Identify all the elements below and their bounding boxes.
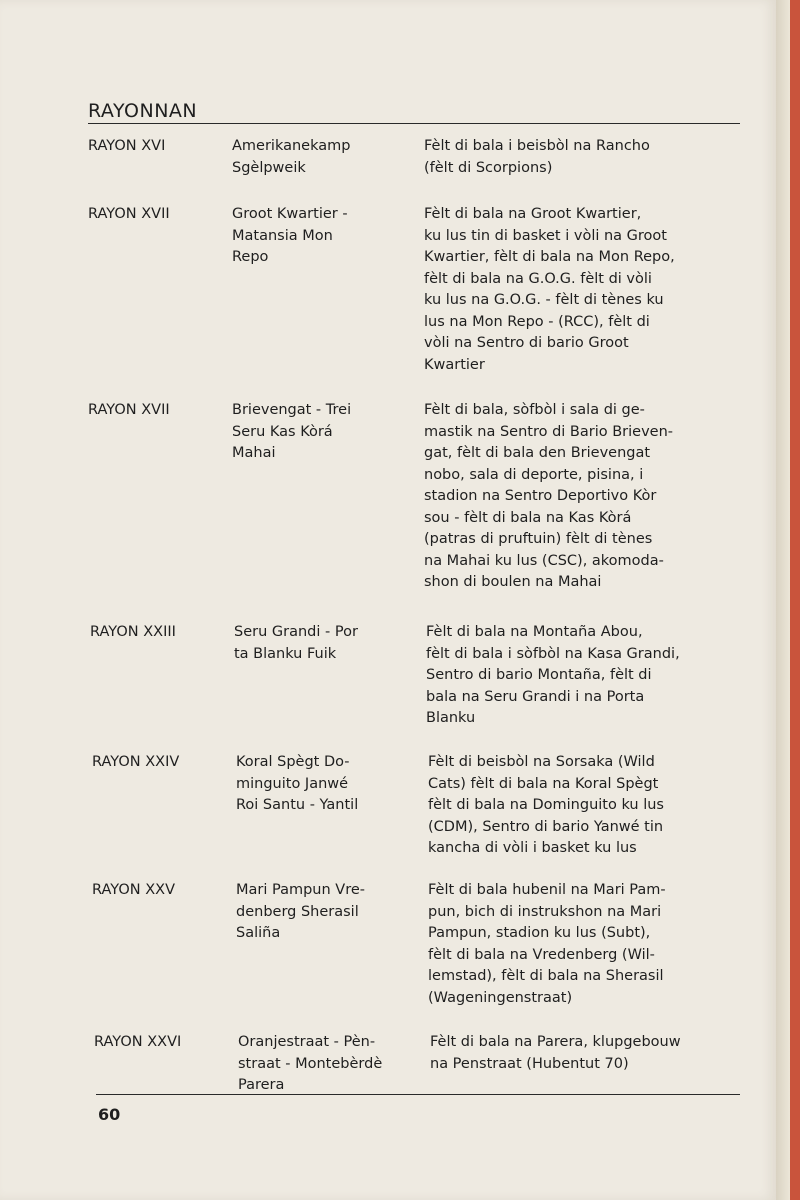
page-number: 60: [98, 1105, 121, 1124]
area-line: Oranjestraat - Pèn-: [238, 1034, 376, 1050]
description-line: Sentro di bario Montaña, fèlt di: [426, 667, 652, 683]
facilities-description: [424, 136, 714, 179]
description-line: shon di boulen na Mahai: [424, 574, 602, 590]
header-rule: [88, 123, 740, 124]
page-title: RAYONNAN: [88, 100, 198, 122]
description-line: bala na Seru Grandi i na Porta: [426, 688, 645, 705]
description-line: sou - fèlt di bala na Kas Kòrá: [424, 509, 632, 526]
area-names: [232, 400, 410, 465]
description-line: Pampun, stadion ku lus (Subt),: [428, 925, 651, 941]
area-line: Repo: [232, 249, 269, 265]
description-line: (CDM), Sentro di bario Yanwé tin: [428, 818, 664, 835]
area-line: Mahai: [232, 445, 276, 461]
description-line: Cats) fèlt di bala na Koral Spègt: [428, 775, 659, 792]
description-line: vòli na Sentro di bario Groot: [424, 335, 629, 351]
area-line: Amerikanekamp: [232, 138, 351, 154]
area-line: straat - Montebèrdè: [238, 1055, 383, 1072]
description-line: (patras di pruftuin) fèlt di tènes: [424, 531, 653, 547]
description-line: Fèlt di bala na Montaña Abou,: [426, 624, 643, 640]
description-line: Fèlt di bala na Groot Kwartier,: [424, 206, 642, 222]
rayon-label: [88, 136, 228, 158]
rayon-label: [92, 752, 232, 774]
cover-edge-band: [790, 0, 800, 1200]
facilities-description: [424, 400, 714, 594]
page-edge: [776, 0, 790, 1200]
area-names: [236, 880, 414, 945]
rayon-label-text: RAYON XVII: [88, 402, 170, 418]
description-line: na Mahai ku lus (CSC), akomoda-: [424, 552, 664, 569]
rayon-label-text: RAYON XVII: [88, 206, 170, 222]
facilities-description: [430, 1032, 720, 1075]
area-names: [238, 1032, 416, 1097]
description-line: stadion na Sentro Deportivo Kòr: [424, 488, 657, 504]
description-line: kancha di vòli i basket ku lus: [428, 840, 637, 856]
description-line: fèlt di bala na G.O.G. fèlt di vòli: [424, 270, 652, 287]
description-line: nobo, sala di deporte, pisina, i: [424, 466, 644, 483]
description-line: Kwartier: [424, 356, 485, 373]
area-line: Sgèlpweik: [232, 159, 306, 176]
area-line: minguito Janwé: [236, 775, 349, 792]
description-line: fèlt di bala na Dominguito ku lus: [428, 797, 664, 813]
description-line: na Penstraat (Hubentut 70): [430, 1055, 629, 1072]
description-line: Fèlt di bala i beisbòl na Rancho: [424, 138, 650, 154]
area-line: Seru Kas Kòrá: [232, 423, 333, 440]
rayon-label: [94, 1032, 234, 1054]
description-line: lemstad), fèlt di bala na Sherasil: [428, 968, 664, 984]
description-line: Fèlt di bala hubenil na Mari Pam-: [428, 882, 666, 898]
description-line: ku lus tin di basket i vòli na Groot: [424, 227, 667, 244]
area-names: [232, 136, 410, 179]
area-names: [232, 204, 410, 269]
area-line: Brievengat - Trei: [232, 402, 352, 418]
area-line: Roi Santu - Yantil: [236, 797, 359, 813]
area-line: Seru Grandi - Por: [234, 624, 358, 640]
description-line: Fèlt di bala na Parera, klupgebouw: [430, 1034, 681, 1050]
rayon-label-text: RAYON XXVI: [94, 1034, 182, 1050]
area-line: Matansia Mon: [232, 227, 333, 244]
description-line: gat, fèlt di bala den Brievengat: [424, 445, 651, 461]
area-line: Groot Kwartier -: [232, 206, 348, 222]
description-line: Kwartier, fèlt di bala na Mon Repo,: [424, 249, 675, 265]
description-line: lus na Mon Repo - (RCC), fèlt di: [424, 313, 650, 330]
area-names: [236, 752, 414, 817]
rayon-label: [90, 622, 230, 644]
rayon-label-text: RAYON XXIV: [92, 754, 180, 770]
description-line: Fèlt di bala, sòfbòl i sala di ge-: [424, 402, 645, 418]
area-line: Mari Pampun Vre-: [236, 882, 366, 898]
description-line: fèlt di bala na Vredenberg (Wil-: [428, 946, 655, 963]
description-line: pun, bich di instrukshon na Mari: [428, 903, 662, 920]
rayon-label-text: RAYON XXIII: [90, 624, 176, 640]
area-line: ta Blanku Fuik: [234, 645, 337, 662]
area-line: Saliña: [236, 925, 281, 941]
facilities-description: [428, 752, 718, 860]
area-line: Parera: [238, 1077, 285, 1093]
description-line: (fèlt di Scorpions): [424, 159, 553, 176]
description-line: fèlt di bala i sòfbòl na Kasa Grandi,: [426, 645, 680, 662]
rayon-label: [88, 204, 228, 226]
rayon-label: [92, 880, 232, 902]
description-line: Blanku: [426, 710, 476, 726]
rayon-label-text: RAYON XVI: [88, 138, 166, 154]
facilities-description: [426, 622, 716, 730]
description-line: ku lus na G.O.G. - fèlt di tènes ku: [424, 292, 664, 308]
description-line: Fèlt di beisbòl na Sorsaka (Wild: [428, 754, 655, 770]
facilities-description: [428, 880, 718, 1009]
area-names: [234, 622, 412, 665]
facilities-description: [424, 204, 714, 376]
area-line: Koral Spègt Do-: [236, 754, 350, 770]
rayon-label: [88, 400, 228, 422]
rayon-label-text: RAYON XXV: [92, 882, 175, 898]
description-line: (Wageningenstraat): [428, 989, 573, 1006]
area-line: denberg Sherasil: [236, 903, 359, 920]
description-line: mastik na Sentro di Bario Brieven-: [424, 423, 674, 440]
footer-rule: [96, 1094, 740, 1095]
